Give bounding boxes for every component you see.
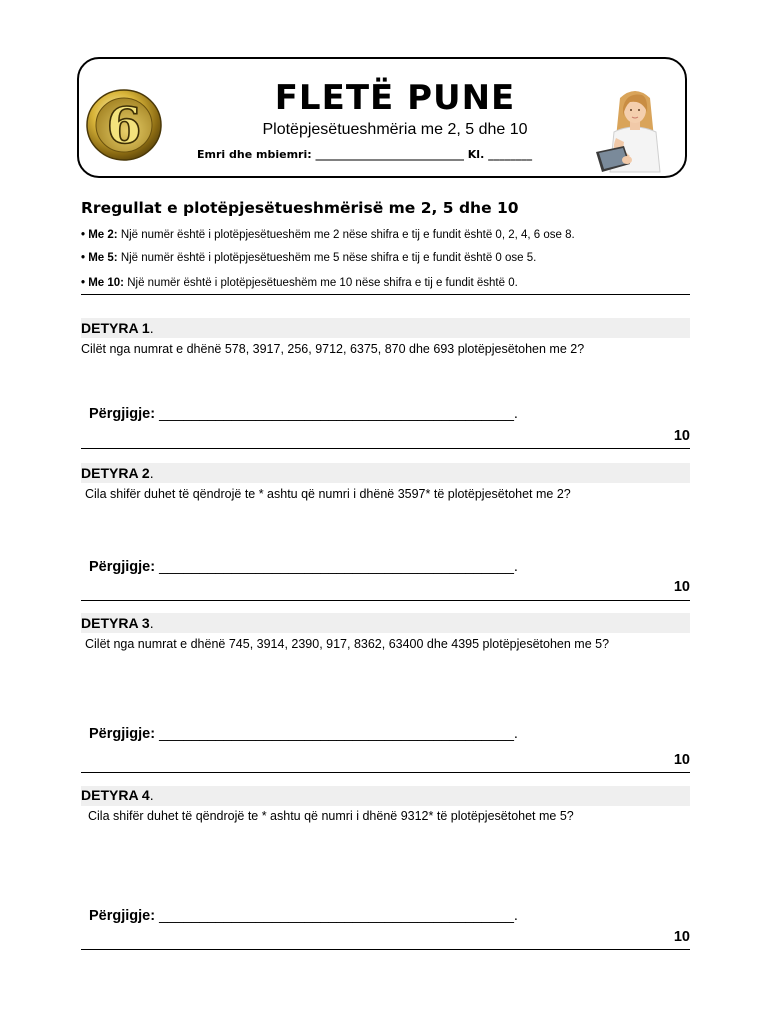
task-header-bar: [81, 318, 690, 338]
answer-blank[interactable]: ____________________________________________.: [155, 726, 518, 742]
rule-item: [81, 252, 536, 264]
task-question: Cila shifër duhet të qëndrojë te * ashtu që numri i dhënë 3597* të plotëpjesëtohet me 2?: [85, 487, 571, 501]
section-divider: [81, 448, 690, 449]
name-and-class-line: Emri dhe mbiemri: ___________________________ Kl. ________: [197, 148, 533, 161]
answer-line: [89, 406, 518, 422]
section-divider: [81, 772, 690, 773]
answer-line: [89, 559, 518, 575]
answer-label: Përgjigje:: [89, 406, 156, 422]
page-title: FLETË PUNE: [274, 78, 516, 118]
task-points: 10: [673, 752, 690, 768]
task-points: 10: [673, 579, 690, 595]
answer-label: Përgjigje:: [89, 908, 156, 924]
section-divider: [81, 949, 690, 950]
task-label: DETYRA 1.: [81, 320, 154, 336]
task-label: DETYRA 2.: [81, 465, 154, 481]
rule-item: [81, 229, 575, 241]
answer-blank[interactable]: ____________________________________________.: [155, 908, 518, 924]
task-question: Cilët nga numrat e dhënë 578, 3917, 256, 9712, 6375, 870 dhe 693 plotëpjesëtohen me 2?: [81, 342, 585, 356]
rule-text: Një numër është i plotëpjesëtueshëm me 5 nëse shifra e tij e fundit është 0 ose 5.: [117, 252, 537, 264]
task-header-bar: [81, 613, 690, 633]
answer-blank[interactable]: ____________________________________________.: [155, 559, 518, 575]
task-question: Cila shifër duhet të qëndrojë te * ashtu që numri i dhënë 9312* të plotëpjesëtohet me 5?: [88, 809, 574, 823]
section-divider: [81, 294, 690, 295]
rule-prefix: • Me 10:: [81, 277, 125, 289]
task-header-bar: [81, 463, 690, 483]
number-six-badge-icon: [85, 88, 163, 162]
task-points: 10: [673, 929, 690, 945]
answer-line: [89, 726, 518, 742]
rule-prefix: • Me 2:: [81, 229, 118, 241]
rule-text: Një numër është i plotëpjesëtueshëm me 10 nëse shifra e tij e fundit është 0.: [124, 277, 518, 289]
task-label: DETYRA 3.: [81, 615, 154, 631]
task-points: 10: [673, 428, 690, 444]
rule-item: [81, 277, 518, 289]
rule-text: Një numër është i plotëpjesëtueshëm me 2 nëse shifra e tij e fundit është 0, 2, 4, 6 ose 8.: [117, 229, 575, 241]
page-subtitle: Plotëpjesëtueshmëria me 2, 5 dhe 10: [262, 121, 528, 138]
task-label: DETYRA 4.: [81, 787, 154, 803]
badge-number: 6: [106, 96, 142, 155]
answer-line: [89, 908, 518, 924]
answer-blank[interactable]: ____________________________________________.: [155, 406, 518, 422]
section-divider: [81, 600, 690, 601]
girl-with-tablet-illustration: [590, 86, 680, 174]
task-header-bar: [81, 786, 690, 806]
rules-title: Rregullat e plotëpjesëtueshmërisë me 2, 5 dhe 10: [81, 199, 519, 217]
rule-prefix: • Me 5:: [81, 252, 118, 264]
answer-label: Përgjigje:: [89, 559, 156, 575]
answer-label: Përgjigje:: [89, 726, 156, 742]
task-question: Cilët nga numrat e dhënë 745, 3914, 2390, 917, 8362, 63400 dhe 4395 plotëpjesëtohen me 5?: [85, 637, 610, 651]
